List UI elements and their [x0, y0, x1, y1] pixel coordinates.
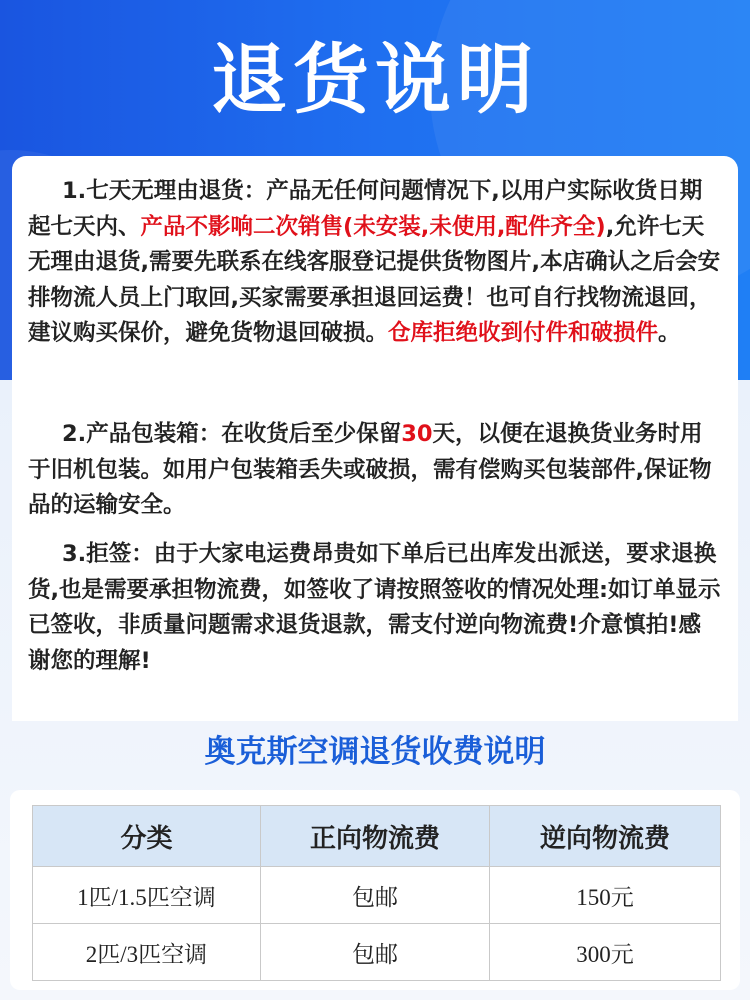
policy-highlight: 产品不影响二次销售(未安装,未使用,配件齐全) — [140, 213, 606, 240]
policy-text: 。 — [658, 320, 681, 346]
column-header-category: 分类 — [33, 806, 261, 867]
policy-highlight: 30 — [401, 421, 433, 447]
policy-packaging-box — [28, 417, 722, 524]
column-header-return-fee: 逆向物流费 — [490, 806, 721, 867]
cell-return-fee: 150元 — [490, 867, 721, 924]
policy-text: 天，以便在退换货业务时用于旧机包装。如用户包装箱丢失或破损，需有偿购买包装部件,保证物品的运输安全。 — [28, 421, 712, 518]
policy-seven-day-return — [28, 174, 722, 352]
cell-return-fee: 300元 — [490, 924, 721, 981]
cell-forward-fee: 包邮 — [261, 867, 490, 924]
table-row — [33, 867, 721, 924]
policy-highlight: 仓库拒绝收到付件和破损件 — [388, 320, 659, 346]
fee-table-title: 奥克斯空调退货收费说明 — [204, 734, 546, 770]
policy-refusal — [28, 537, 722, 679]
table-row — [33, 924, 721, 981]
policy-text: 3.拒签：由于大家电运费昂贵如下单后已出库发出派送，要求退换货,也是需要承担物流费，如签收了请按照签收的情况处理:如订单显示已签收，非质量问题需求退货退款，需支付逆向物流费!介意慎拍!感谢您的理解! — [28, 541, 721, 674]
fee-table — [32, 805, 721, 981]
cell-category: 1匹/1.5匹空调 — [33, 867, 261, 924]
table-header-row — [33, 806, 721, 867]
cell-forward-fee: 包邮 — [261, 924, 490, 981]
page-title: 退货说明 — [211, 35, 539, 124]
column-header-forward-fee: 正向物流费 — [261, 806, 490, 867]
policy-text: 2.产品包装箱：在收货后至少保留 — [62, 421, 402, 447]
policy-text: ,允许七天无理由退货,需要先联系在线客服登记提供货物图片,本店确认之后会安排物流人员上门取回,买家需要承担退回运费！也可自行找物流退回，建议购买保价，避免货物退回破损。 — [28, 213, 721, 346]
cell-category: 2匹/3匹空调 — [33, 924, 261, 981]
policy-text: 1.七天无理由退货：产品无任何问题情况下,以用户实际收货日期起七天内、 — [28, 178, 703, 240]
